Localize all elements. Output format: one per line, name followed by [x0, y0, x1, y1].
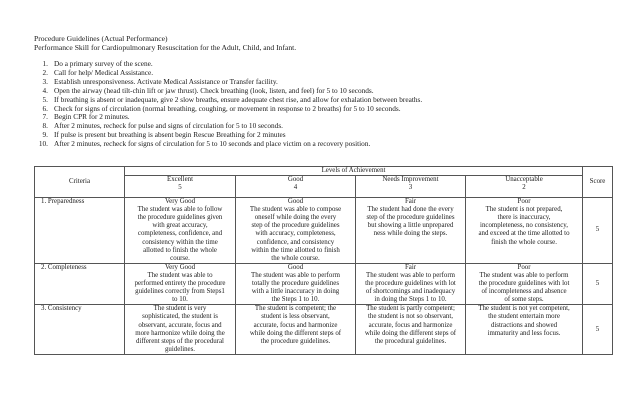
descriptor-line: while doing the different steps of: [249, 329, 342, 337]
descriptor-line: while doing the different steps of: [364, 329, 457, 337]
document-subtitle: Performance Skill for Cardiopulmonary Resuscitation for the Adult, Child, and Infant.: [34, 43, 297, 52]
descriptor-line: Fair: [404, 198, 417, 206]
descriptor-cell: [125, 305, 236, 355]
rubric-row: [35, 305, 613, 355]
descriptor-cell: [125, 198, 236, 264]
step-number: 8 .: [34, 122, 48, 131]
descriptor-cell: [466, 198, 583, 264]
document-title: Procedure Guidelines (Actual Performance): [34, 34, 168, 43]
descriptor-line: the student is not so observant,: [368, 313, 453, 321]
step-text: Establish unresponsiveness. Activate Medical Assistance or Transfer facility.: [54, 76, 278, 86]
descriptor-cell: [125, 263, 236, 304]
descriptor-line: step of the procedure guidelines: [251, 222, 340, 230]
step-text: Open the airway (head tilt-chin lift or jaw thrust). Check breathing (look, listen, and feel) for 5 to 10 seconds.: [54, 85, 374, 95]
descriptor-line: ness while doing the steps.: [373, 230, 448, 238]
descriptor-line: step of the procedure guidelines: [366, 214, 455, 222]
level-name: Good: [287, 176, 304, 184]
descriptor-line: The student is not prepared,: [485, 206, 563, 214]
descriptor-line: with great accuracy,: [152, 222, 208, 230]
descriptor-line: The student is very: [153, 305, 207, 313]
step-number: 3 .: [34, 78, 48, 87]
level-name: Unacceptable: [505, 176, 543, 184]
descriptor-line: The student had done the every: [367, 206, 454, 214]
descriptor-line: and exceed at the time allotted to: [478, 230, 570, 238]
rubric-table: [34, 166, 613, 355]
level-points: 4: [293, 184, 298, 192]
step-number: 5 .: [34, 96, 48, 105]
descriptor-line: immaturity and less focus.: [487, 329, 561, 337]
descriptor-line: Fair: [404, 263, 417, 271]
descriptor-cell: [236, 263, 356, 304]
level-name: Excellent: [166, 176, 194, 184]
descriptor-line: accurate, focus and harmonize: [368, 321, 453, 329]
descriptor-line: student is less observant,: [261, 313, 330, 321]
descriptor-line: The student is partly competent;: [366, 305, 455, 313]
descriptor-line: The student was able to perform: [366, 271, 455, 279]
descriptor-line: sophisticated, the student is: [142, 313, 218, 321]
descriptor-line: The student is not yet competent,: [478, 305, 570, 313]
descriptor-line: Very Good: [164, 198, 196, 206]
descriptor-line: of incompleteness and absence: [481, 288, 567, 296]
step-number: 4 .: [34, 87, 48, 96]
procedure-step: [34, 140, 624, 149]
step-number: 6 .: [34, 105, 48, 114]
level-header: [125, 176, 236, 198]
descriptor-cell: [356, 305, 466, 355]
level-points: 3: [408, 184, 413, 192]
criterion-label: Completeness: [47, 263, 87, 271]
procedure-steps-list: [34, 60, 624, 149]
step-text: After 2 minutes, recheck for signs of circulation for 5 to 10 seconds and place victim on a recovery position.: [54, 139, 371, 149]
level-header: [356, 176, 466, 198]
descriptor-line: consistency within the time: [142, 238, 218, 246]
descriptor-line: accurate, focus and harmonize: [253, 321, 338, 329]
descriptor-line: Poor: [517, 198, 531, 206]
descriptor-line: the whole course.: [271, 254, 320, 262]
criterion-label: Consistency: [47, 305, 82, 313]
step-number: 7 .: [34, 113, 48, 122]
descriptor-line: of shortcomings and inadequacy: [365, 288, 456, 296]
descriptor-line: Poor: [517, 263, 531, 271]
score-header: Score: [583, 167, 613, 198]
criterion-number: 3 .: [41, 305, 48, 312]
level-points: 2: [522, 184, 526, 192]
criteria-header: Criteria: [35, 167, 125, 198]
descriptor-line: the procedure guidelines with lot: [478, 280, 570, 288]
descriptor-line: The student was able to compose: [249, 206, 342, 214]
descriptor-line: Good: [287, 263, 304, 271]
descriptor-line: performed entirety the procedure: [134, 280, 226, 288]
score-cell: 5: [583, 263, 613, 304]
score-cell: 5: [583, 305, 613, 355]
descriptor-line: the procedural guidelines.: [374, 337, 447, 345]
descriptor-line: The student was able to perform: [479, 271, 569, 279]
rubric-row: [35, 263, 613, 304]
step-text: If pulse is present but breathing is absent begin Rescue Breathing for 2 minutes: [54, 130, 286, 140]
descriptor-line: with accuracy, completeness,: [255, 230, 336, 238]
descriptor-line: the procedure guidelines.: [260, 337, 331, 345]
level-points: 5: [178, 184, 182, 192]
criterion-cell: [35, 305, 125, 355]
criterion-cell: [35, 198, 125, 264]
step-text: Begin CPR for 2 minutes.: [54, 112, 130, 122]
descriptor-line: allotted to finish the whole: [143, 246, 217, 254]
descriptor-line: the procedure guidelines with lot: [365, 280, 456, 288]
criterion-number: 2 .: [41, 264, 48, 271]
descriptor-cell: [236, 305, 356, 355]
rubric-row: [35, 198, 613, 264]
descriptor-line: different steps of the procedural: [136, 337, 224, 345]
descriptor-line: The student was able to: [147, 271, 213, 279]
descriptor-line: The student is competent; the: [254, 305, 337, 313]
descriptor-cell: [236, 198, 356, 264]
descriptor-line: there is inaccuracy,: [497, 214, 551, 222]
criterion-number: 1 .: [41, 198, 48, 205]
descriptor-line: totally the procedure guidelines: [251, 280, 340, 288]
descriptor-line: with a little inaccuracy in doing: [251, 288, 340, 296]
level-name: Needs Improvement: [382, 176, 439, 184]
step-text: If breathing is absent or inadequate, give 2 slow breaths, ensure adequate chest rise, and allow for exhalation between breaths.: [54, 94, 423, 104]
criterion-label: Preparedness: [47, 198, 85, 206]
descriptor-line: course.: [170, 254, 190, 262]
descriptor-line: confidence, and consistency: [256, 238, 335, 246]
descriptor-line: of some steps.: [504, 296, 544, 304]
descriptor-line: more harmonize while doing the: [135, 329, 225, 337]
descriptor-line: the student entertain more: [488, 313, 560, 321]
step-text: After 2 minutes, recheck for pulse and signs of circulation for 5 to 10 seconds.: [54, 121, 283, 131]
score-cell: 5: [583, 198, 613, 264]
descriptor-line: guidelines correctly from Steps1: [135, 288, 225, 296]
level-header: [236, 176, 356, 198]
descriptor-cell: [466, 263, 583, 304]
descriptor-line: within the time allotted to finish: [251, 246, 340, 254]
step-text: Do a primary survey of the scene.: [54, 59, 153, 68]
descriptor-line: Good: [287, 198, 304, 206]
descriptor-line: but showing a little unprepared: [367, 222, 454, 230]
step-number: 1 .: [34, 60, 48, 69]
descriptor-line: The student was able to follow: [137, 206, 223, 214]
descriptor-line: to 10.: [172, 296, 188, 304]
descriptor-line: distractions and showed: [490, 321, 558, 329]
step-number: 9 .: [34, 131, 48, 140]
criterion-cell: [35, 263, 125, 304]
descriptor-line: finish the whole course.: [491, 238, 557, 246]
descriptor-line: Very Good: [164, 263, 196, 271]
descriptor-line: observant, accurate, focus and: [138, 321, 222, 329]
step-number: 10 .: [34, 140, 48, 149]
levels-header: Levels of Achievement: [125, 167, 583, 176]
descriptor-line: completeness, confidence, and: [137, 230, 223, 238]
descriptor-cell: [466, 305, 583, 355]
descriptor-line: The student was able to perform: [251, 271, 340, 279]
descriptor-line: in doing the Steps 1 to 10.: [374, 296, 447, 304]
step-text: Call for help/ Medical Assistance.: [54, 67, 154, 77]
descriptor-cell: [356, 198, 466, 264]
descriptor-line: incompleteness, no consistency,: [480, 222, 568, 230]
step-text: Check for signs of circulation (normal breathing, coughing, or movement in response to 2 breaths) for 5 to 10 seconds.: [54, 103, 401, 113]
descriptor-line: the procedure guidelines given: [137, 214, 223, 222]
step-number: 2 .: [34, 69, 48, 78]
descriptor-line: oneself while doing the every: [254, 214, 337, 222]
descriptor-cell: [356, 263, 466, 304]
level-header: [466, 176, 583, 198]
descriptor-line: the Steps 1 to 10.: [271, 296, 320, 304]
descriptor-line: guidelines.: [164, 345, 196, 353]
